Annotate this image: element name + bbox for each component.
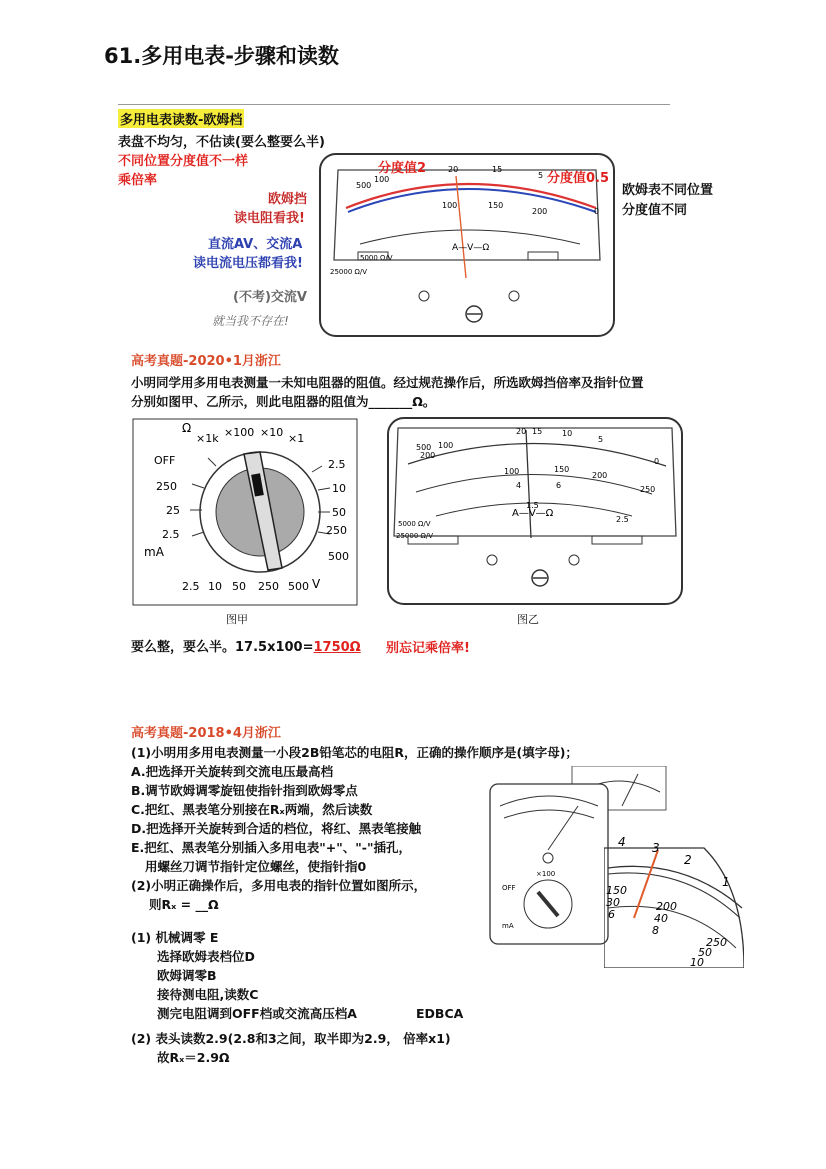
answer-text: (1) 机械调零 E (131, 930, 219, 945)
answer-tip: 别忘记乘倍率! (386, 641, 470, 656)
zoom-label: 3 (652, 841, 660, 855)
switch-label: 2.5 (162, 528, 180, 541)
note-text: 乘倍率 (118, 173, 158, 188)
switch-label: 50 (332, 506, 346, 519)
ohm-scale-label: 0 (654, 457, 660, 466)
ac-scale-label: 2.5 (616, 515, 629, 524)
section-heading: 高考真题-2020•1月浙江 (131, 354, 281, 369)
ohm-scale-label: 15 (532, 427, 543, 436)
switch-label: 500 (288, 580, 309, 593)
option-d: D.把选择开关旋转到合适的档位，将红、黑表笔接触 (131, 821, 422, 836)
switch-label-ma: mA (144, 545, 164, 559)
mid-scale-label: 150 (488, 201, 504, 210)
answer-text: 接待测电阻,读数C (157, 987, 259, 1002)
answer-text: (2) 表头读数2.9(2.8和3之间，取半即为2.9， 倍率x1) (131, 1031, 451, 1046)
figure-caption: 图甲 (226, 613, 248, 626)
zoom-label: 200 (656, 900, 677, 913)
spec-label: 25000 Ω/V (396, 532, 433, 540)
switch-label: 50 (232, 580, 246, 593)
ohm-scale-label: 500 (356, 181, 372, 190)
zoom-label: 250 (706, 936, 727, 949)
spec-label: 5000 Ω/V (398, 520, 431, 528)
page-title: 61.多用电表-步骤和读数 (104, 44, 339, 68)
zoom-label: 150 (606, 884, 627, 897)
switch-label: 10 (208, 580, 222, 593)
switch-label: 250 (258, 580, 279, 593)
switch-label-ohm: Ω (182, 421, 192, 435)
ohm-scale-label: 5 (598, 435, 604, 444)
zoom-label: 30 (606, 896, 620, 909)
zoom-label: 6 (608, 908, 615, 921)
answer-text: 欧姆调零B (157, 968, 217, 983)
low-scale-label: 6 (556, 481, 562, 490)
switch-label: 500 (328, 550, 349, 563)
section-heading: 高考真题-2018•4月浙江 (131, 726, 281, 741)
option-a: A.把选择开关旋转到交流电压最高档 (131, 764, 334, 779)
ohm-scale-label: 100 (374, 175, 390, 184)
ohm-scale-label: 15 (492, 165, 503, 174)
answer-text: 测完电阻调到OFF档或交流高压档A (157, 1006, 357, 1021)
switch-label: 25 (166, 504, 180, 517)
ohm-scale-label: 0 (594, 207, 600, 216)
annotation: 欧姆挡 (268, 192, 308, 207)
avo-label: A—V—Ω (512, 508, 554, 519)
mid-scale-label: 250 (640, 485, 656, 494)
spec-label: 5000 Ω/V (360, 254, 393, 262)
answer-sequence: EDBCA (416, 1006, 464, 1021)
annotation: (不考)交流V (233, 290, 307, 305)
figure-caption: 图乙 (517, 613, 539, 626)
question-text: 小明同学用多用电表测量一未知电阻器的阻值。经过规范操作后，所选欧姆挡倍率及指针位置 (131, 375, 644, 390)
annotation: 欧姆表不同位置 (622, 183, 714, 198)
switch-label-x100: ×100 (224, 426, 255, 439)
ohm-scale-label: 20 (516, 427, 527, 436)
ac-scale-label: 1.5 (526, 501, 539, 510)
ohm-scale-label: 20 (448, 165, 459, 174)
annotation: 读电流电压都看我! (193, 256, 303, 271)
section-heading: 多用电表读数-欧姆档 (118, 109, 244, 128)
zoom-label: 4 (618, 835, 626, 849)
switch-label: 250 (326, 524, 347, 537)
rule-text: 表盘不均匀，不估读(要么整要么半) (118, 135, 325, 150)
divider (118, 104, 670, 105)
switch-label: 2.5 (182, 580, 200, 593)
answer-text: 故Rₓ＝2.9Ω (157, 1050, 230, 1065)
annotation: 就当我不存在! (212, 314, 289, 328)
switch-label: 2.5 (328, 458, 346, 471)
question-text: 则Rₓ = __Ω (149, 897, 219, 912)
question-text: (2)小明正确操作后，多用电表的指针位置如图所示， (131, 878, 427, 893)
ohm-scale-label: 100 (438, 441, 454, 450)
avo-label: A—V—Ω (452, 243, 490, 253)
switch-label-off: OFF (502, 884, 516, 892)
switch-label-x100: ×100 (536, 870, 556, 878)
answer-text (131, 636, 361, 655)
answer-value: 1750Ω (313, 640, 361, 655)
answer-text: 选择欧姆表档位D (157, 949, 255, 964)
zoom-label: 1 (722, 875, 730, 889)
option-b: B.调节欧姆调零旋钮使指针指到欧姆零点 (131, 783, 358, 798)
switch-label-x1k: ×1k (196, 432, 219, 445)
option-e: E.把红、黑表笔分别插入多用电表"+"、"-"插孔， (131, 840, 411, 855)
zoom-label: 8 (652, 924, 659, 937)
switch-label-x10: ×10 (260, 426, 284, 439)
selector-switch-figure (132, 418, 358, 606)
switch-label: 250 (156, 480, 177, 493)
ohm-scale-label: 5 (538, 171, 544, 180)
annotation: 分度值0.5 (547, 171, 610, 186)
zoom-label: 50 (698, 946, 712, 959)
mid-scale-label: 200 (592, 471, 608, 480)
mid-scale-label: 100 (442, 201, 458, 210)
note-text: 不同位置分度值不一样 (118, 154, 249, 169)
zoom-label: 40 (654, 912, 668, 925)
question-text: (1)小明用多用电表测量一小段2B铅笔芯的电阻R，正确的操作顺序是(填字母)； (131, 745, 578, 760)
ohm-scale-label: 500 (416, 443, 432, 452)
annotation: 分度值2 (378, 161, 427, 176)
option-e: 用螺丝刀调节指针定位螺丝，使指针指0 (145, 859, 367, 874)
switch-label-ma: mA (502, 922, 514, 930)
ohm-scale-label: 200 (420, 451, 436, 460)
switch-label-x1: ×1 (288, 432, 305, 445)
mid-scale-label: 200 (532, 207, 548, 216)
spec-label: 25000 Ω/V (330, 268, 367, 276)
low-scale-label: 4 (516, 481, 522, 490)
annotation: 直流AV、交流A (208, 237, 303, 252)
zoomed-scale-figure (604, 828, 744, 968)
question-text: 分别如图甲、乙所示，则此电阻器的阻值为_______Ω。 (131, 394, 436, 409)
annotation: 分度值不同 (622, 203, 688, 218)
switch-label: 10 (332, 482, 346, 495)
meter-figure (386, 416, 684, 606)
mid-scale-label: 150 (554, 465, 570, 474)
switch-label-v: V (312, 577, 321, 591)
zoom-label: 2 (684, 853, 692, 867)
ohm-scale-label: 10 (562, 429, 573, 438)
zoom-label: 10 (690, 956, 704, 968)
option-c: C.把红、黑表笔分别接在Rₓ两端，然后读数 (131, 802, 373, 817)
annotation: 读电阻看我! (234, 211, 305, 226)
mid-scale-label: 100 (504, 467, 520, 476)
switch-label-off: OFF (154, 454, 176, 467)
answer-working: 要么整，要么半。17.5x100= (131, 640, 314, 655)
